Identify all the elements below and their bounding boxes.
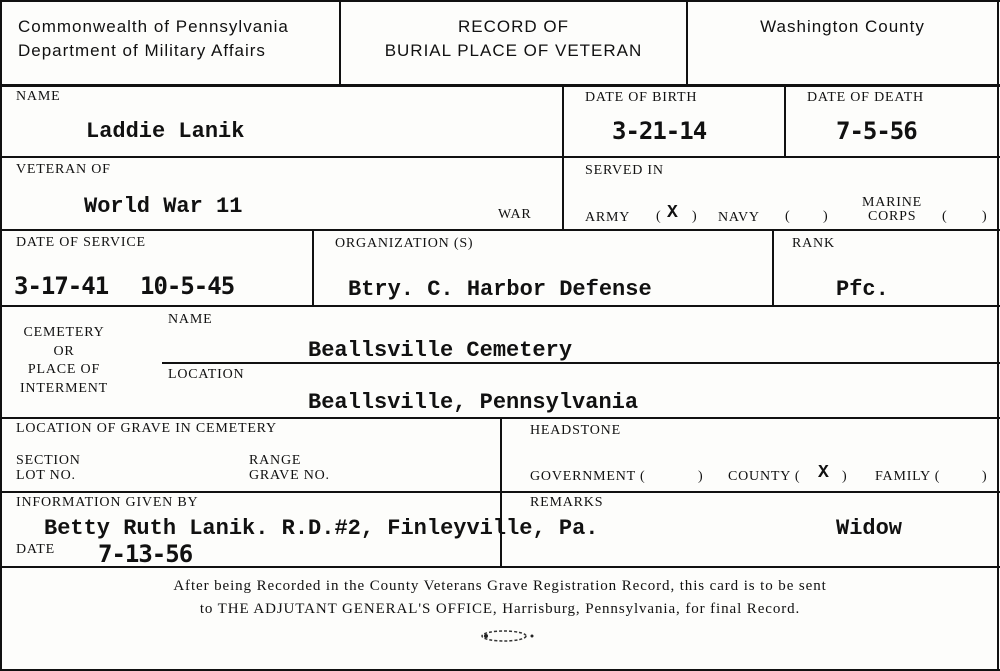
cemetery-section-label-1: CEMETERY xyxy=(23,325,105,340)
date-of-birth: 3-21-14 xyxy=(612,117,707,145)
agency-line-2: Department of Military Affairs xyxy=(18,41,266,60)
navy-close-paren: ) xyxy=(823,209,829,224)
navy-open-paren: ( xyxy=(785,209,791,224)
navy-label: NAVY xyxy=(718,210,760,225)
rank-label: RANK xyxy=(792,236,835,251)
marine-open-paren: ( xyxy=(942,209,948,224)
army-label: ARMY xyxy=(585,210,631,225)
organization-label: ORGANIZATION (S) xyxy=(335,236,474,251)
range-label: RANGE xyxy=(249,453,302,468)
row1-divider-1 xyxy=(562,86,564,230)
name-label: NAME xyxy=(16,89,61,104)
county-name: Washington County xyxy=(760,17,925,36)
veteran-of-label: VETERAN OF xyxy=(16,162,111,177)
army-close-paren: ) xyxy=(692,209,698,224)
left-border xyxy=(0,0,2,671)
marine-close-paren: ) xyxy=(982,209,988,224)
date-of-death-label: DATE OF DEATH xyxy=(807,90,924,105)
agency-line-1: Commonwealth of Pennsylvania xyxy=(18,17,289,36)
cemetery-inner-line xyxy=(162,362,1000,364)
remarks: Widow xyxy=(836,516,903,541)
footer-instruction-line-1: After being Recorded in the County Veterans Grave Registration Record, this card is to be sent xyxy=(173,578,827,594)
served-in-label: SERVED IN xyxy=(585,163,664,178)
lot-label: LOT NO. xyxy=(16,468,76,483)
row3-bottom xyxy=(0,305,1000,307)
row2-bottom xyxy=(0,229,1000,231)
service-end-date: 10-5-45 xyxy=(140,272,235,300)
family-label: FAMILY ( xyxy=(875,469,941,484)
war-suffix: WAR xyxy=(498,207,532,222)
veteran-name: Laddie Lanik xyxy=(86,119,245,144)
war-name: World War 11 xyxy=(84,194,243,219)
service-start-date: 3-17-41 xyxy=(14,272,109,300)
info-date: 7-13-56 xyxy=(98,540,193,568)
date-of-service-label: DATE OF SERVICE xyxy=(16,235,146,250)
date-of-birth-label: DATE OF BIRTH xyxy=(585,90,698,105)
organization: Btry. C. Harbor Defense xyxy=(348,277,652,302)
cemetery-location-label: LOCATION xyxy=(168,367,245,382)
row1-bottom xyxy=(0,156,1000,158)
row5-bottom xyxy=(0,491,1000,493)
form-title-line-2: BURIAL PLACE OF VETERAN xyxy=(384,41,643,60)
date-of-death: 7-5-56 xyxy=(836,117,917,145)
row3-divider-2 xyxy=(772,231,774,306)
form-title-line-1: RECORD OF xyxy=(458,17,569,36)
row5-divider xyxy=(500,419,502,567)
family-close-paren: ) xyxy=(982,469,988,484)
header-divider-2 xyxy=(686,0,688,86)
right-border xyxy=(997,0,999,671)
row1-divider-2 xyxy=(784,86,786,158)
county-close-paren: ) xyxy=(842,469,848,484)
information-given-by-label: INFORMATION GIVEN BY xyxy=(16,495,199,510)
government-close-paren: ) xyxy=(698,469,704,484)
army-checkbox-mark: X xyxy=(667,203,678,223)
cemetery-name: Beallsville Cemetery xyxy=(308,338,573,363)
cemetery-section-label-4: INTERMENT xyxy=(19,381,109,396)
county-headstone-label: COUNTY ( xyxy=(728,469,801,484)
army-open-paren: ( xyxy=(656,209,662,224)
footer-instruction-line-2: to THE ADJUTANT GENERAL'S OFFICE, Harrisburg, Pennsylvania, for final Record. xyxy=(199,601,801,617)
grave-number-label: GRAVE NO. xyxy=(249,468,330,483)
row3-divider-1 xyxy=(312,231,314,306)
county-checkbox-mark: X xyxy=(818,463,829,483)
info-date-label: DATE xyxy=(16,542,55,557)
marine-label-line-2: CORPS xyxy=(868,209,917,224)
headstone-label: HEADSTONE xyxy=(530,423,621,438)
cemetery-location: Beallsville, Pennsylvania xyxy=(308,390,639,415)
government-label: GOVERNMENT ( xyxy=(530,469,646,484)
grave-location-label: LOCATION OF GRAVE IN CEMETERY xyxy=(16,421,277,436)
informant: Betty Ruth Lanik. R.D.#2, Finleyville, Pa. xyxy=(44,516,599,541)
header-divider xyxy=(0,84,1000,87)
section-label: SECTION xyxy=(16,453,81,468)
stamp-smudge-icon xyxy=(478,628,538,644)
cemetery-section-label-3: PLACE OF xyxy=(27,362,101,377)
rank: Pfc. xyxy=(836,277,889,302)
top-border xyxy=(0,0,1000,2)
cemetery-section-label-2: OR xyxy=(53,344,75,359)
cemetery-name-label: NAME xyxy=(168,312,213,327)
remarks-label: REMARKS xyxy=(530,495,604,510)
marine-label-line-1: MARINE xyxy=(862,195,923,210)
